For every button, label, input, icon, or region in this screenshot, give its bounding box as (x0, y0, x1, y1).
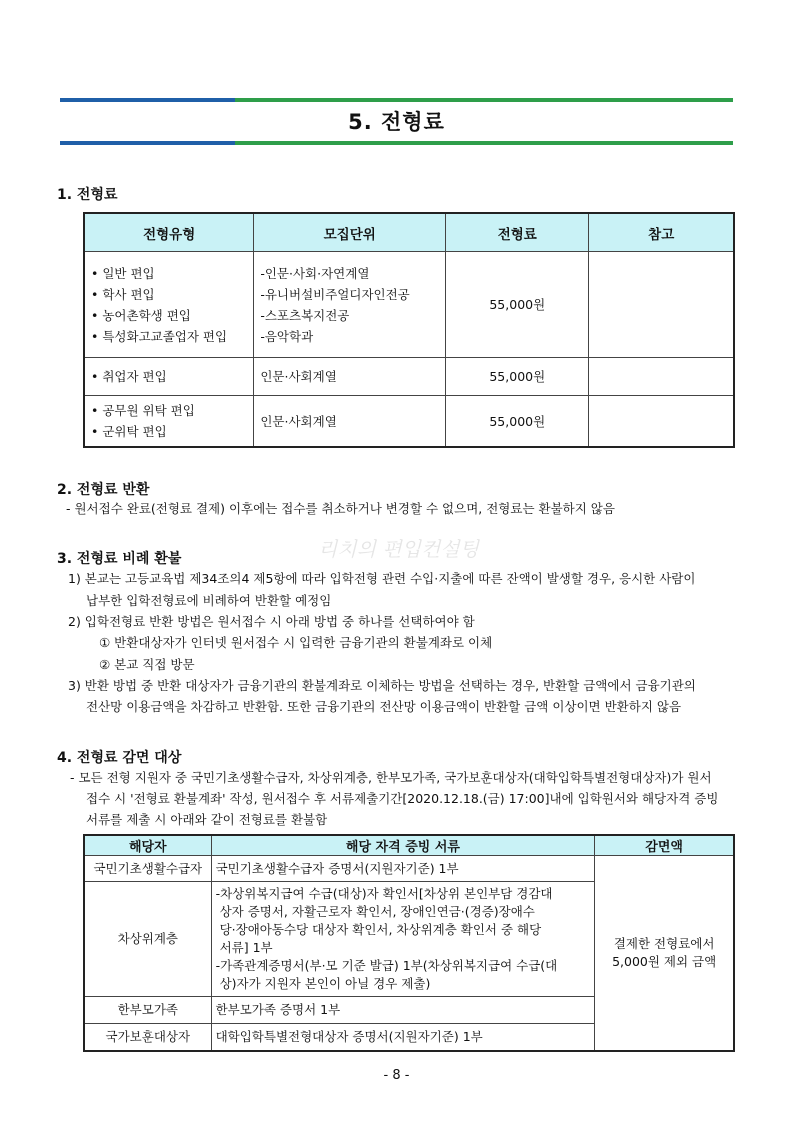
list-item: • 일반 편입 (91, 265, 155, 281)
list-item: • 특성화고교졸업자 편입 (91, 328, 228, 344)
section1-heading: 1. 전형료 (57, 187, 118, 203)
page-title: 5. 전형료 (348, 110, 445, 134)
docs-cell: 대학입학특별전형대상자 증명서(지원자기준) 1부 (211, 1024, 595, 1051)
title-bar-top (60, 98, 733, 102)
watermark: 리치의 편입컨설팅 (318, 537, 479, 561)
section3-item3-line2: 전산망 이용금액을 차감하고 반환함. 또한 금융기관의 전산망 이용금액이 반환할 금액 이상이면 반환하지 않음 (86, 699, 682, 714)
note-cell (589, 252, 734, 358)
list-item: • 공무원 위탁 편입 (91, 403, 195, 418)
section3-item3-line1: 3) 반환 방법 중 반환 대상자가 금융기관의 환불계좌로 이체하는 방법을 선택하는 경우, 반환할 금액에서 금융기관의 (68, 678, 696, 693)
docs-cell: 국민기초생활수급자 증명서(지원자기준) 1부 (211, 856, 595, 882)
who-cell: 한부모가족 (84, 997, 211, 1024)
section3-item1-line1: 1) 본교는 고등교육법 제34조의4 제5항에 따라 입학전형 관련 수입·지출에 따른 잔액이 발생할 경우, 응시한 사람이 (68, 571, 696, 586)
list-item: • 취업자 편입 (91, 369, 167, 384)
header-who: 해당자 (84, 835, 211, 856)
doc-line: 당·장애아동수당 대상자 확인서, 차상위계층 확인서 중 해당 (219, 922, 542, 937)
exemption-table (83, 834, 735, 1052)
section2-text: - 원서접수 완료(전형료 결제) 이후에는 접수를 취소하거나 변경할 수 없으며, 전형료는 환불하지 않음 (66, 501, 615, 516)
list-item: -스포츠복지전공 (260, 307, 350, 323)
list-item: • 농어촌학생 편입 (91, 307, 191, 323)
header-fee: 전형료 (446, 213, 589, 252)
docs-cell: 한부모가족 증명서 1부 (211, 997, 595, 1024)
section4-heading: 4. 전형료 감면 대상 (57, 750, 182, 766)
docs-cell (211, 882, 595, 997)
header-unit: 모집단위 (254, 213, 446, 252)
section4-line2: 접수 시 '전형료 환불계좌' 작성, 원서접수 후 서류제출기간[2020.12.18.(금) 17:00]내에 입학원서와 해당자격 증빙 (86, 791, 719, 806)
header-note: 참고 (589, 213, 734, 252)
table-row (84, 396, 734, 448)
doc-line: 서류] 1부 (219, 940, 273, 955)
discount-line: 5,000원 제외 금액 (612, 953, 717, 969)
header-discount: 감면액 (595, 835, 734, 856)
table-row (84, 856, 734, 882)
fee-cell: 55,000원 (446, 396, 589, 448)
doc-line: 상자 증명서, 자활근로자 확인서, 장애인연금·(경증)장애수 (219, 904, 535, 919)
type-cell (84, 252, 254, 358)
note-cell (589, 358, 734, 396)
type-cell (84, 358, 254, 396)
fee-cell: 55,000원 (446, 252, 589, 358)
section4-line1: - 모든 전형 지원자 중 국민기초생활수급자, 차상위계층, 한부모가족, 국가보훈대상자(대학입학특별전형대상자)가 원서 (70, 770, 712, 785)
section3-item2-sub2: ② 본교 직접 방문 (99, 657, 195, 672)
doc-line: 상)자가 지원자 본인이 아닐 경우 제출) (219, 976, 431, 991)
doc-line: -차상위복지급여 수급(대상)자 확인서[차상위 본인부담 경감대 (215, 886, 553, 901)
header-docs: 해당 자격 증빙 서류 (211, 835, 595, 856)
header-type: 전형유형 (84, 213, 254, 252)
discount-cell (595, 856, 734, 1051)
note-cell (589, 396, 734, 448)
list-item: -인문·사회·자연계열 (260, 265, 370, 281)
doc-line: -가족관계증명서(부·모 기준 발급) 1부(차상위복지급여 수급(대 (215, 958, 558, 973)
list-item: • 학사 편입 (91, 286, 155, 302)
exemption-table-header (84, 835, 734, 856)
who-cell: 국민기초생활수급자 (84, 856, 211, 882)
list-item: -음악학과 (260, 328, 314, 344)
section3-item1-line2: 납부한 입학전형료에 비례하여 반환할 예정임 (86, 593, 332, 608)
page-number: - 8 - (383, 1068, 410, 1083)
unit-cell (254, 252, 446, 358)
section2-heading: 2. 전형료 반환 (57, 482, 150, 498)
section3-item2-sub1: ① 반환대상자가 인터넷 원서접수 시 입력한 금융기관의 환불계좌로 이체 (99, 635, 493, 650)
list-item: • 군위탁 편입 (91, 424, 167, 439)
who-cell: 국가보훈대상자 (84, 1024, 211, 1051)
who-cell: 차상위계층 (84, 882, 211, 997)
table-row (84, 358, 734, 396)
title-bar-bottom (60, 141, 733, 145)
table-row (84, 252, 734, 358)
fee-table-header (84, 213, 734, 252)
fee-table (83, 212, 735, 448)
section3-heading: 3. 전형료 비례 환불 (57, 551, 182, 567)
fee-cell: 55,000원 (446, 358, 589, 396)
unit-cell: 인문·사회계열 (254, 358, 446, 396)
section4-line3: 서류를 제출 시 아래와 같이 전형료를 환불함 (86, 812, 328, 827)
type-cell (84, 396, 254, 448)
list-item: -유니버설비주얼디자인전공 (260, 286, 410, 302)
section3-item2: 2) 입학전형료 반환 방법은 원서접수 시 아래 방법 중 하나를 선택하여야 함 (68, 614, 475, 629)
unit-cell: 인문·사회계열 (254, 396, 446, 448)
discount-line: 결제한 전형료에서 (613, 935, 715, 951)
